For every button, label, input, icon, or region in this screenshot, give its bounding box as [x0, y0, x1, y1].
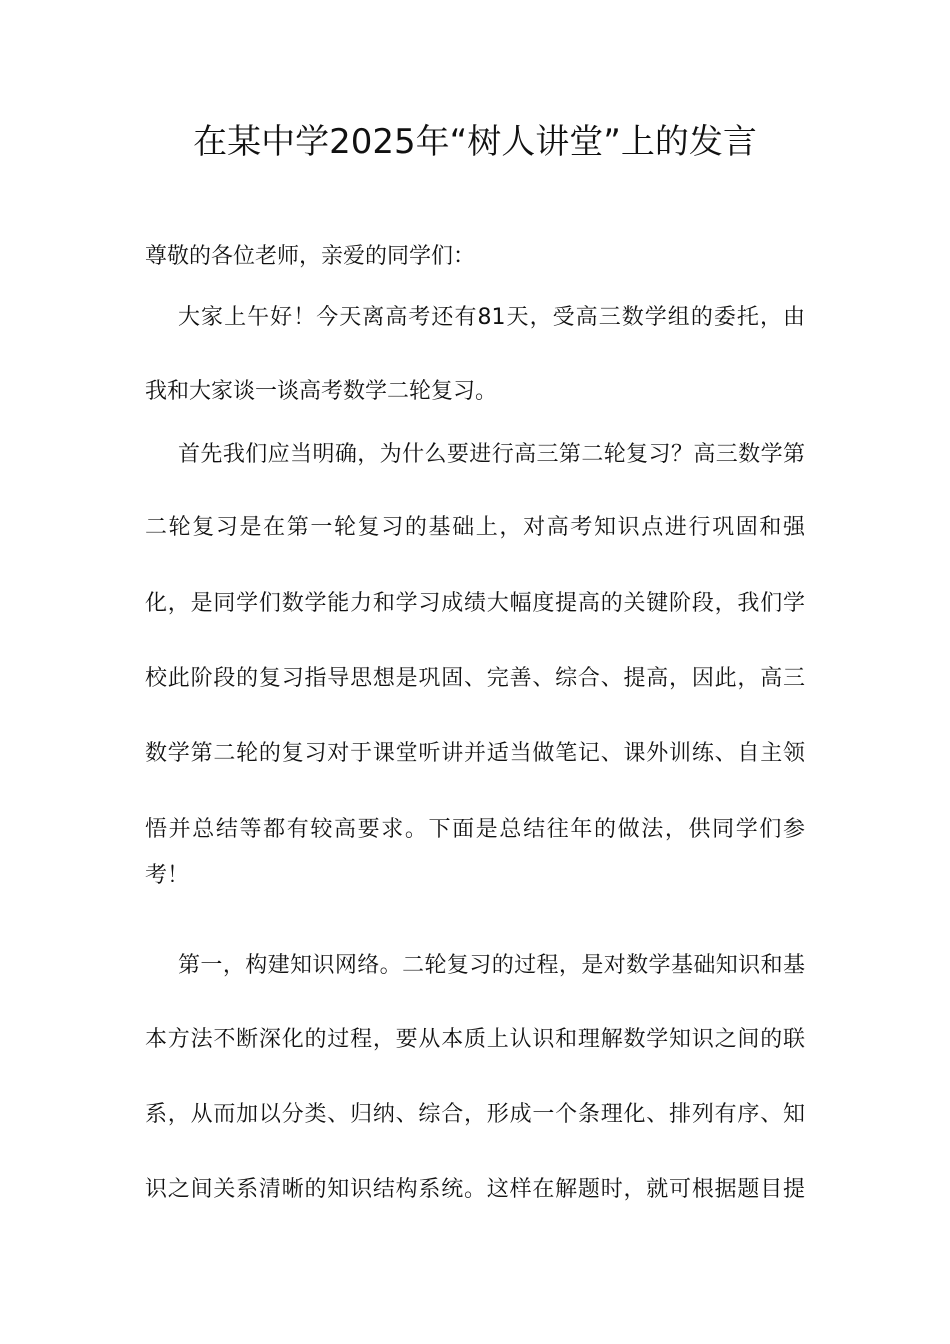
paragraph-2-line: 数学第二轮的复习对于课堂听讲并适当做笔记、课外训练、自主领	[145, 741, 805, 766]
paragraph-1-line: 大家上午好！今天离高考还有81天，受高三数学组的委托，由	[178, 305, 805, 330]
paragraph-2-line: 二轮复习是在第一轮复习的基础上，对高考知识点进行巩固和强	[145, 515, 805, 540]
paragraph-3-line: 系，从而加以分类、归纳、综合，形成一个条理化、排列有序、知	[145, 1102, 805, 1127]
paragraph-2-line: 考！	[145, 863, 190, 888]
paragraph-2-line: 校此阶段的复习指导思想是巩固、完善、综合、提高，因此，高三	[145, 666, 805, 691]
paragraph-3-line: 第一，构建知识网络。二轮复习的过程，是对数学基础知识和基	[178, 953, 805, 978]
document-title: 在某中学2025年“树人讲堂”上的发言	[193, 122, 757, 162]
paragraph-2-line: 悟并总结等都有较高要求。下面是总结往年的做法，供同学们参	[145, 817, 805, 842]
greeting: 尊敬的各位老师，亲爱的同学们：	[145, 244, 476, 269]
paragraph-3-line: 本方法不断深化的过程，要从本质上认识和理解数学知识之间的联	[145, 1027, 805, 1052]
paragraph-2-line: 化，是同学们数学能力和学习成绩大幅度提高的关键阶段，我们学	[145, 591, 805, 616]
paragraph-1-line: 我和大家谈一谈高考数学二轮复习。	[145, 379, 498, 404]
paragraph-3-line: 识之间关系清晰的知识结构系统。这样在解题时，就可根据题目提	[145, 1177, 805, 1202]
paragraph-2-line: 首先我们应当明确，为什么要进行高三第二轮复习？高三数学第	[178, 442, 805, 467]
